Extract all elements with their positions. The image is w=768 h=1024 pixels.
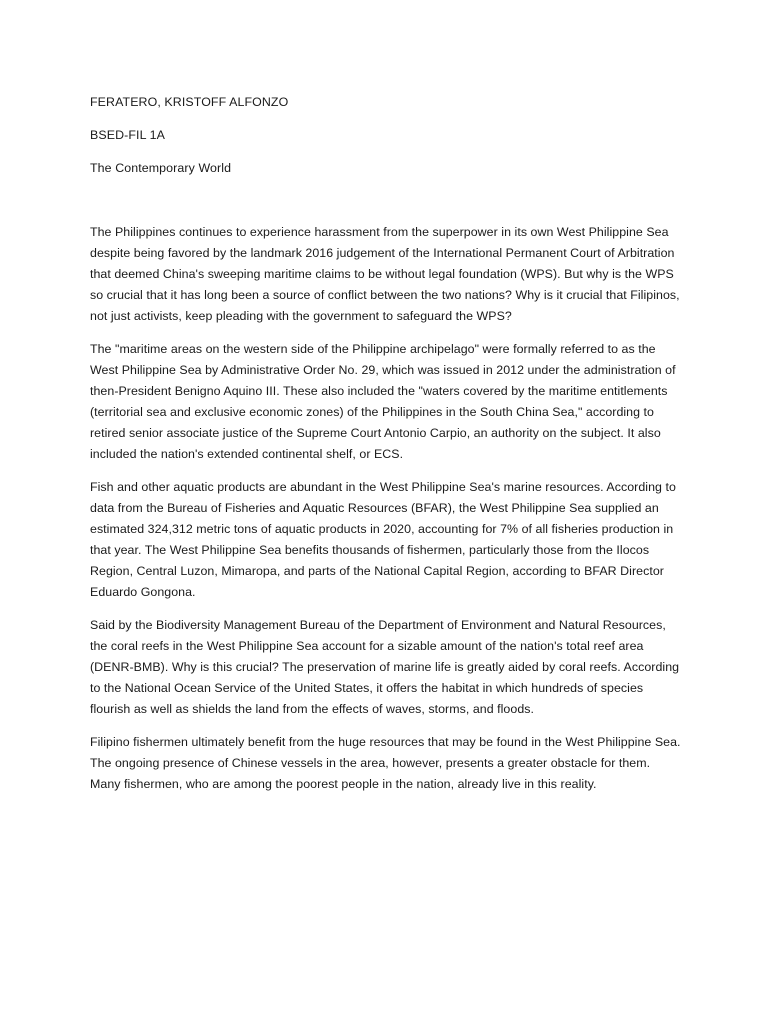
paragraph-1: The Philippines continues to experience harassment from the superpower in its own West Philippine Sea despite being favored by the landmark 2016 judgement of the International Permanent Court of Arbitration that deemed China's sweeping maritime claims to be without legal foundation (WPS). But why is the WPS so crucial that it has long been a source of conflict between the two nations? Why is it crucial that Filipinos, not just activists, keep pleading with the government to safeguard the WPS? [90,225,680,323]
paragraph-2: The "maritime areas on the western side of the Philippine archipelago" were formally referred to as the West Philippine Sea by Administrative Order No. 29, which was issued in 2012 under the administration of then-President Benigno Aquino III. These also included the "waters covered by the maritime entitlements (territorial sea and exclusive economic zones) of the Philippines in the South China Sea," according to retired senior associate justice of the Supreme Court Antonio Carpio, an authority on the subject. It also included the nation's extended continental shelf, or ECS. [90,342,676,461]
header-spacer [90,191,682,222]
paragraph-3: Fish and other aquatic products are abundant in the West Philippine Sea's marine resources. According to data from the Bureau of Fisheries and Aquatic Resources (BFAR), the West Philippine Sea supplied an estimated 324,312 metric tons of aquatic products in 2020, accounting for 7% of all fisheries production in that year. The West Philippine Sea benefits thousands of fishermen, particularly those from the Ilocos Region, Central Luzon, Mimaropa, and parts of the National Capital Region, according to BFAR Director Eduardo Gongona. [90,480,676,599]
paragraph-5: Filipino fishermen ultimately benefit from the huge resources that may be found in the West Philippine Sea. The ongoing presence of Chinese vessels in the area, however, presents a greater obstacle for them. Many fishermen, who are among the poorest people in the nation, already live in this reality. [90,735,681,791]
paragraph-4: Said by the Biodiversity Management Bureau of the Department of Environment and Natural Resources, the coral reefs in the West Philippine Sea account for a sizable amount of the nation's total reef area (DENR-BMB). Why is this crucial? The preservation of marine life is greatly aided by coral reefs. According to the National Ocean Service of the United States, it offers the habitat in which hundreds of species flourish as well as shields the land from the effects of waves, storms, and floods. [90,618,680,716]
author-name: FERATERO, KRISTOFF ALFONZO [90,95,289,109]
course-section: BSED-FIL 1A [90,128,166,142]
subject-title: The Contemporary World [90,161,232,175]
document-body [90,92,682,807]
